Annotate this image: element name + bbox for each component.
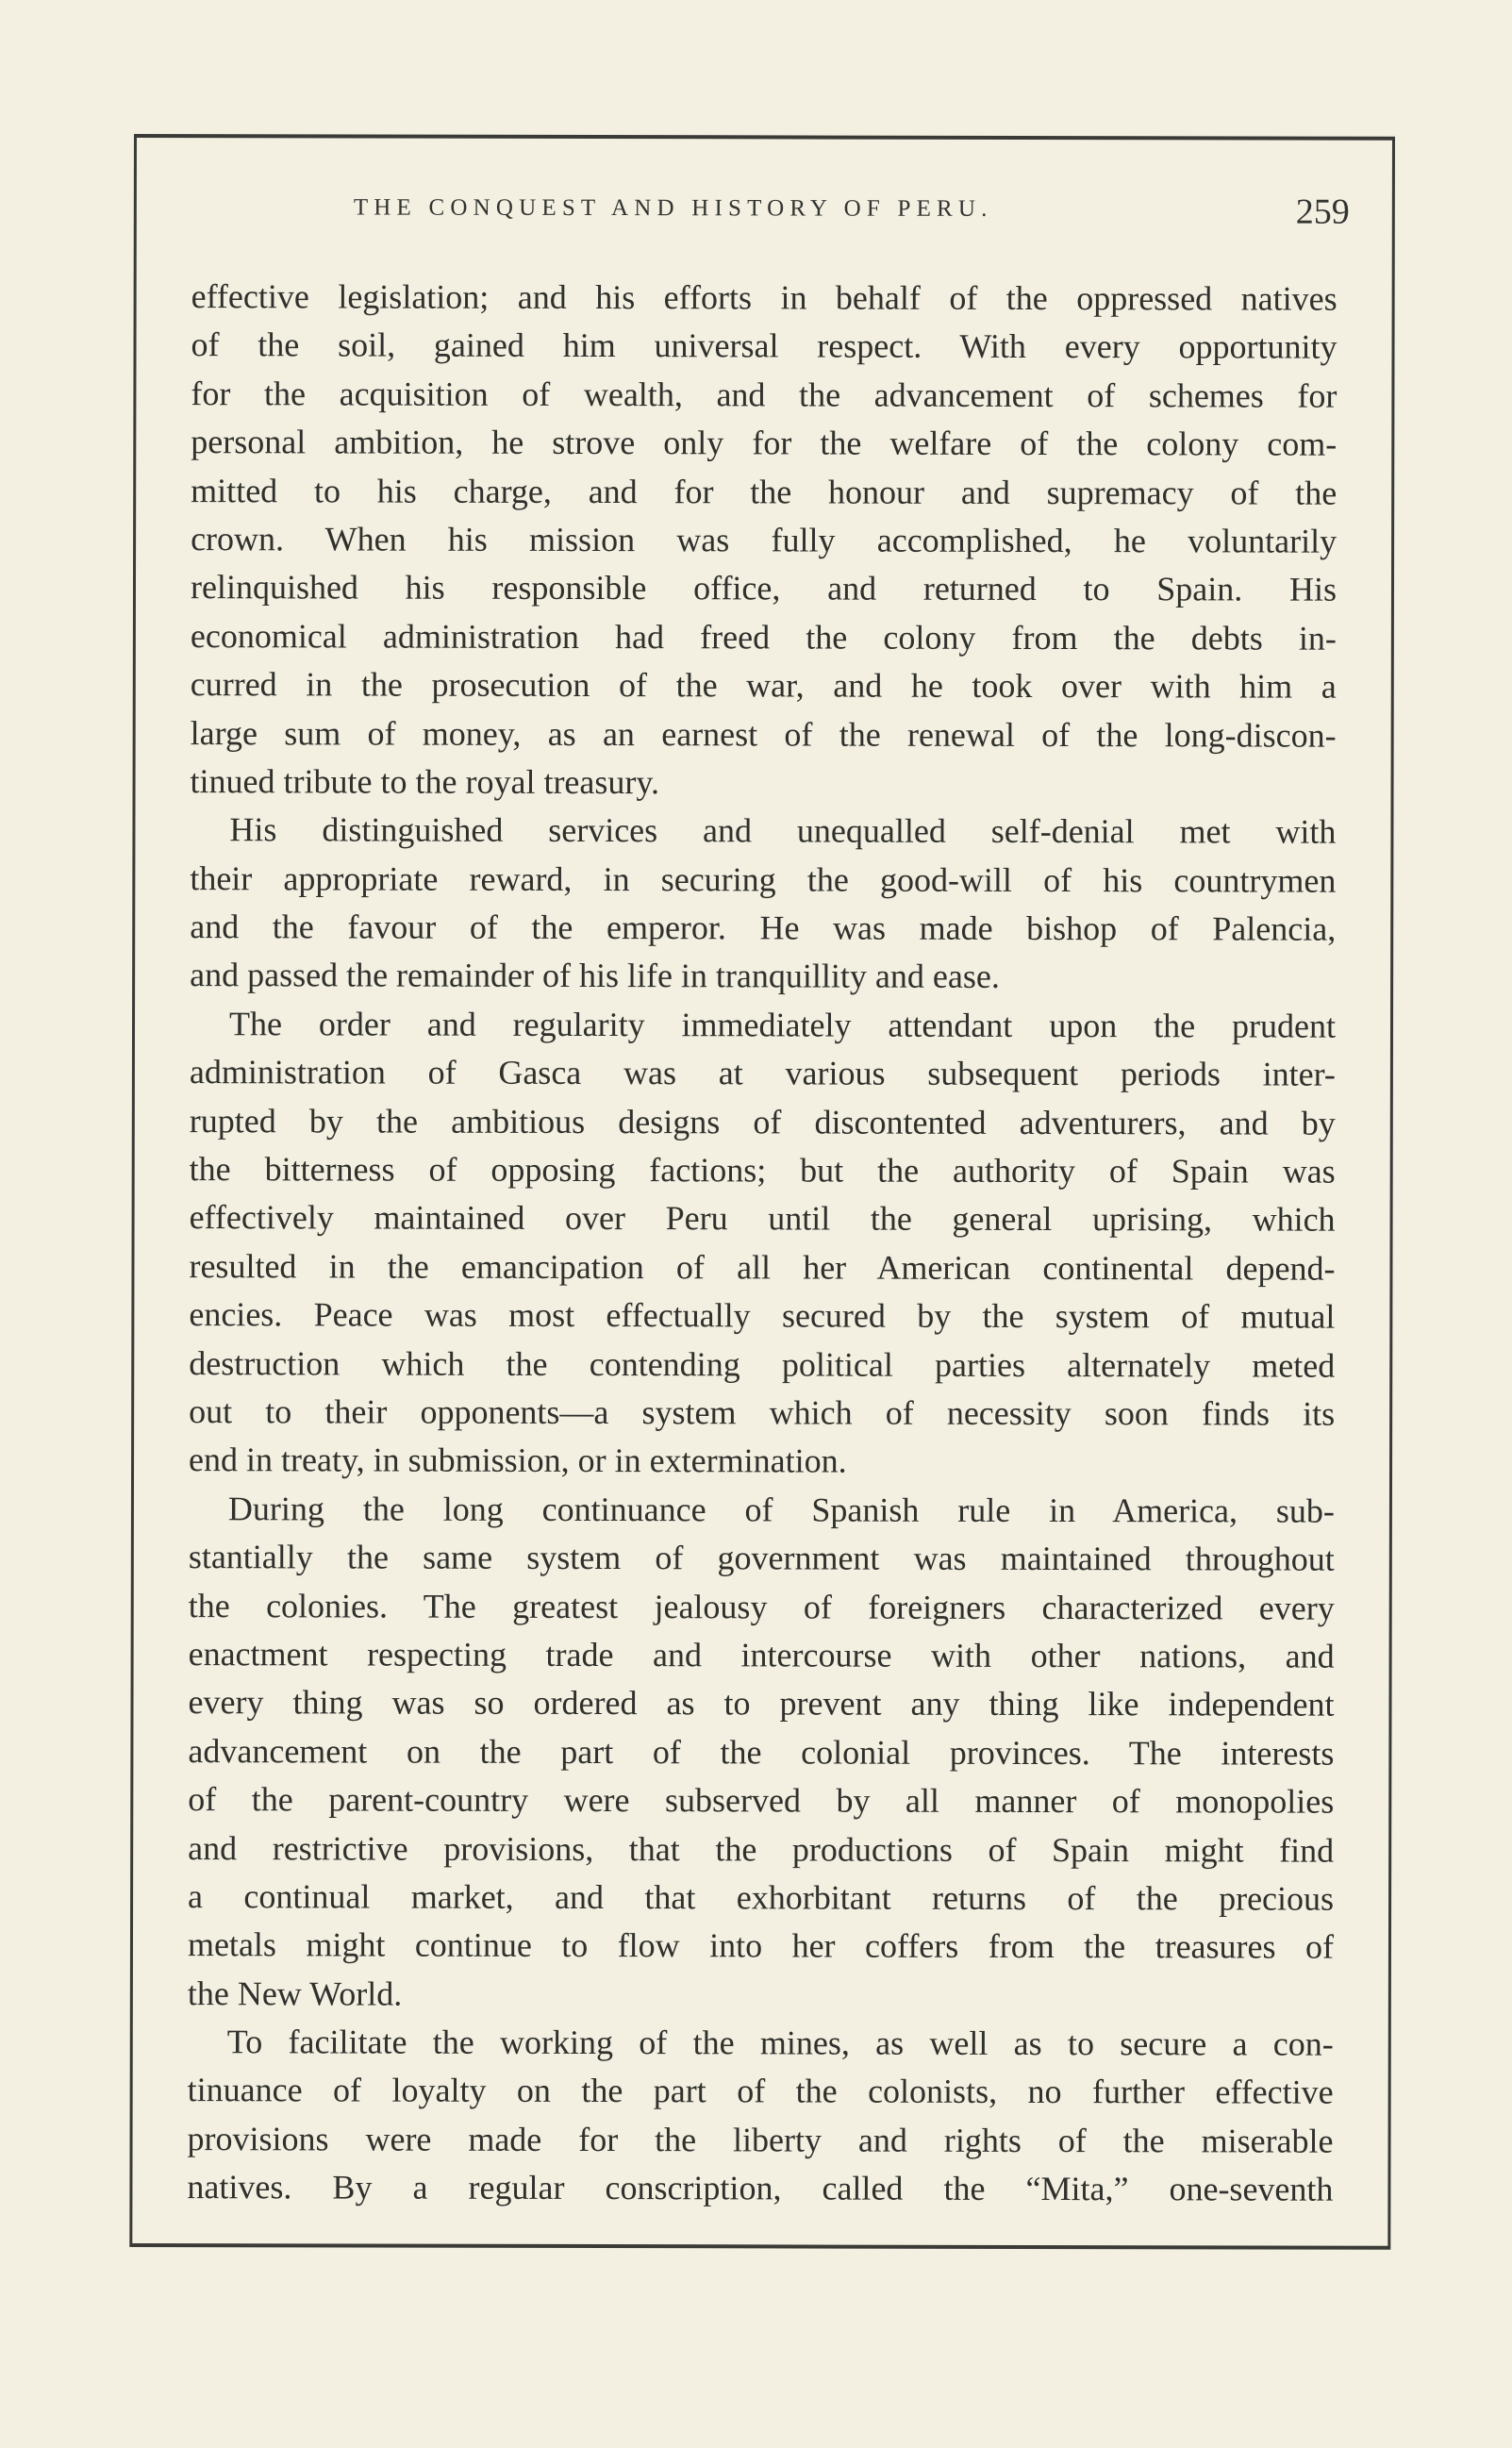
text-line: of the parent-country were subserved by all manner of monopolies xyxy=(188,1780,1335,1821)
running-head xyxy=(137,189,1392,232)
text-line: the colonies. The greatest jealousy of foreigners characterized every xyxy=(188,1586,1335,1627)
text-line: enactment respecting trade and intercourse with other nations, and xyxy=(188,1635,1335,1675)
text-line: destruction which the contending political parties alternately meted xyxy=(189,1343,1336,1385)
text-line: out to their opponents—a system which of necessity soon finds its xyxy=(189,1392,1336,1433)
text-line: effective legislation; and his efforts in behalf of the oppressed natives xyxy=(191,277,1338,318)
text-line: for the acquisition of wealth, and the advancement of schemes for xyxy=(191,374,1338,415)
text-line: administration of Gasca was at various subsequent periods inter- xyxy=(189,1053,1336,1093)
text-line: tinued tribute to the royal treasury. xyxy=(190,762,660,802)
text-line: resulted in the emancipation of all her American continental depend- xyxy=(189,1246,1336,1288)
text-line: rupted by the ambitious designs of discontented adventurers, and by xyxy=(189,1101,1336,1142)
text-line: personal ambition, he strove only for the welfare of the colony com- xyxy=(191,423,1338,463)
text-line: and the favour of the emperor. He was made bishop of Palencia, xyxy=(190,908,1337,948)
paragraph-first-line: To facilitate the working of the mines, as well as to secure a con- xyxy=(226,2023,1334,2063)
text-line: natives. By a regular conscription, called the “Mita,” one-seventh xyxy=(187,2168,1334,2208)
text-line: crown. When his mission was fully accomplished, he voluntarily xyxy=(191,520,1338,560)
text-line: end in treaty, in submission, or in extermination. xyxy=(189,1440,847,1480)
page-border-frame xyxy=(129,134,1395,2250)
text-line: relinquished his responsible office, and returned to Spain. His xyxy=(190,568,1338,609)
page-number: 259 xyxy=(1295,192,1350,232)
text-line: mitted to his charge, and for the honour and supremacy of the xyxy=(191,471,1338,512)
text-line: effectively maintained over Peru until the general uprising, which xyxy=(189,1198,1336,1240)
text-line: advancement on the part of the colonial provinces. The interests xyxy=(188,1731,1335,1773)
text-line: tinuance of loyalty on the part of the colonists, no further effective xyxy=(187,2071,1334,2112)
text-line: and restrictive provisions, that the productions of Spain might find xyxy=(188,1828,1335,1870)
text-line: curred in the prosecution of the war, and he took over with him a xyxy=(190,665,1337,706)
text-line: every thing was so ordered as to prevent any thing like independent xyxy=(188,1683,1335,1724)
running-head-title: THE CONQUEST AND HISTORY OF PERU. xyxy=(353,194,993,222)
text-line: the New World. xyxy=(187,1973,403,2013)
text-line: the bitterness of opposing factions; but the authority of Spain was xyxy=(189,1150,1336,1191)
text-line: encies. Peace was most effectually secured by the system of mutual xyxy=(189,1295,1336,1336)
text-line: a continual market, and that exhorbitant returns of the precious xyxy=(188,1877,1335,1918)
paragraph-first-line: During the long continuance of Spanish rule in America, sub- xyxy=(227,1489,1335,1530)
text-line: their appropriate reward, in securing the good-will of his countrymen xyxy=(190,858,1337,900)
text-line: large sum of money, as an earnest of the renewal of the long-discon- xyxy=(190,713,1337,755)
text-line: and passed the remainder of his life in tranquillity and ease. xyxy=(190,956,1000,996)
text-line: provisions were made for the liberty and rights of the miserable xyxy=(187,2119,1334,2160)
body-text xyxy=(187,273,1337,2214)
text-line: stantially the same system of government was maintained throughout xyxy=(188,1538,1335,1578)
text-line: economical administration had freed the colony from the debts in- xyxy=(190,616,1337,658)
text-line: of the soil, gained him universal respect. With every opportunity xyxy=(191,325,1338,367)
paragraph-first-line: His distinguished services and unequalled self-denial met with xyxy=(229,810,1337,851)
text-line: metals might continue to flow into her coffers from the treasures of xyxy=(187,1925,1335,1966)
paragraph-first-line: The order and regularity immediately attendant upon the prudent xyxy=(228,1005,1337,1045)
